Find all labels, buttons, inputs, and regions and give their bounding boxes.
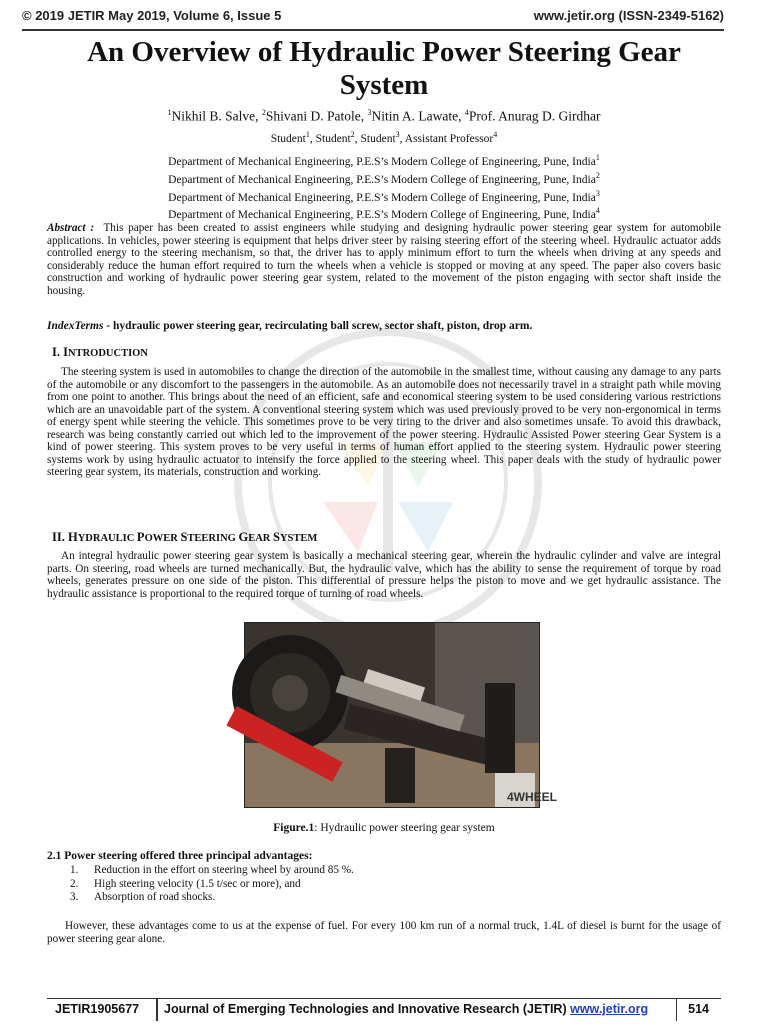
author-1-sup: 1: [167, 108, 172, 117]
page-header: [22, 8, 724, 28]
index-terms-label: IndexTerms: [47, 320, 104, 332]
author-3-sup: 3: [367, 108, 372, 117]
heading-part: P: [136, 530, 145, 544]
journal-link[interactable]: www.jetir.org: [570, 1002, 649, 1016]
affiliation-2: [40, 169, 728, 187]
heading-part: S: [273, 530, 280, 544]
journal-name-text: Journal of Emerging Technologies and Innovative Research (JETIR): [164, 1002, 571, 1016]
role-2: Student: [315, 132, 351, 145]
author-4: Prof. Anurag D. Girdhar: [468, 108, 601, 124]
page-number: 514: [688, 1002, 709, 1016]
author-roles: [40, 130, 728, 145]
role-3: Student: [360, 132, 396, 145]
article-id: JETIR1905677: [55, 1002, 140, 1016]
list-text: High steering velocity (1.5 t/sec or more), and: [94, 877, 301, 890]
affiliation-sup: 4: [595, 206, 600, 216]
role-4: Assistant Professor: [404, 132, 494, 145]
role-1: Student: [270, 132, 306, 145]
figure-caption-text: : Hydraulic power steering gear system: [314, 822, 495, 834]
section-1-heading: [52, 345, 148, 360]
list-item: [70, 864, 354, 878]
subsection-2-1-heading: 2.1 Power steering offered three principal advantages:: [47, 850, 313, 862]
affiliation-text: Department of Mechanical Engineering, P.E.S’s Modern College of Engineering, Pune, India: [168, 155, 596, 168]
list-number: 1.: [70, 864, 79, 876]
role-sep: ,: [309, 132, 316, 145]
role-sep: ,: [399, 132, 405, 145]
author-1: Nikhil B. Salve,: [171, 108, 262, 124]
heading-part: YSTEM: [279, 533, 318, 544]
affiliation-sup: 1: [595, 153, 600, 162]
heading-part: II. H: [52, 530, 78, 544]
author-list: [40, 108, 728, 125]
figure-1-image: [244, 622, 558, 808]
affiliations: [40, 151, 728, 222]
heading-part: TEERING: [187, 533, 239, 544]
heading-part: EAR: [248, 533, 273, 544]
header-citation: © 2019 JETIR May 2019, Volume 6, Issue 5: [22, 8, 282, 23]
list-number: 3.: [70, 891, 79, 903]
abstract-label: Abstract :: [47, 222, 95, 234]
role-4-sup: 4: [493, 130, 498, 139]
affiliation-3: [40, 187, 728, 205]
page-footer: [47, 998, 721, 1021]
section-2-heading: [52, 530, 317, 545]
figure-watermark: 4WHEEL: [507, 790, 558, 804]
advantages-list: [70, 864, 354, 905]
author-4-sup: 4: [464, 108, 469, 117]
heading-part: S: [180, 530, 188, 544]
role-2-sup: 2: [350, 130, 355, 139]
paper-title: An Overview of Hydraulic Power Steering Gear System: [87, 36, 681, 101]
index-terms-text: - hydraulic power steering gear, recirculating ball screw, sector shaft, piston, drop arm.: [103, 320, 533, 332]
author-2: Shivani D. Patole,: [265, 108, 368, 124]
list-text: Absorption of road shocks.: [94, 891, 216, 903]
index-terms: [47, 320, 721, 332]
affiliation-text: Department of Mechanical Engineering, P.E.S’s Modern College of Engineering, Pune, India: [168, 173, 596, 186]
role-1-sup: 1: [305, 130, 310, 139]
role-sep: ,: [354, 132, 361, 145]
list-number: 2.: [70, 877, 79, 890]
journal-name: [164, 1002, 648, 1016]
figure-label: Figure.1: [273, 822, 315, 834]
heading-part: YDRAULIC: [77, 533, 137, 544]
footer-divider: [156, 999, 158, 1021]
header-site[interactable]: www.jetir.org (ISSN-2349-5162): [533, 8, 724, 23]
affiliation-sup: 3: [595, 188, 600, 198]
affiliation-1: [40, 151, 728, 169]
affiliation-4: [40, 204, 728, 222]
abstract: [47, 222, 721, 297]
affiliation-text: Department of Mechanical Engineering, P.E.S’s Modern College of Engineering, Pune, India: [168, 191, 596, 204]
affiliation-sup: 2: [595, 170, 600, 180]
section-1-title: NTRODUCTION: [67, 348, 148, 359]
header-rule: [22, 29, 724, 31]
section-1-num: I. I: [52, 345, 68, 359]
list-text: Reduction in the effort on steering wheel by around 85 %.: [94, 864, 354, 876]
role-3-sup: 3: [395, 130, 400, 139]
abstract-text: This paper has been created to assist engineers while studying and designing hydraulic power steering gear system for automobile applications. In vehicles, power steering is equipment that helps driver steer by raising steering effort of the steering wheel. Hydraulic actuator adds controlled energy to the steering mechanism, so that, the driver has to apply minimum effort to turn the wheels when driving at any speeds and considerably reduce the human effort required to turn the wheels when a vehicle is stopped or moving at any speed. The paper also covers basic construction and working of hydraulic power steering gear system, related to the movement of the piston engaging with sector shaft inside the housing.: [47, 222, 721, 297]
closing-paragraph: However, these advantages come to us at the expense of fuel. For every 100 km run of a normal truck, 1.4L of diesel is burnt for the usage of power steering gear alone.: [47, 920, 721, 945]
affiliation-text: Department of Mechanical Engineering, P.E.S’s Modern College of Engineering, Pune, India: [168, 209, 596, 222]
list-item: [70, 891, 354, 905]
list-item: [70, 878, 354, 892]
footer-divider: [676, 999, 678, 1021]
section-2-body: An integral hydraulic power steering gear system is basically a mechanical steering gear, wherein the hydraulic cylinder and valve are integral parts. On steering, road wheels are turned mechanically. But, the hydraulic valve, which has the ability to sense the requirement of torque by road wheels, generates pressure on one side of the piston. This differential of pressure helps the piston to move and we get hydraulic assistance. The hydraulic assistance is proportional to the required torque of turning of road wheels.: [47, 550, 721, 600]
figure-1-caption: [0, 822, 768, 834]
heading-part: OWER: [144, 533, 181, 544]
figure-1-illustration: [245, 623, 558, 807]
author-3: Nitin A. Lawate,: [371, 108, 465, 124]
author-2-sup: 2: [261, 108, 266, 117]
heading-part: G: [238, 530, 249, 544]
section-1-body: The steering system is used in automobiles to change the direction of the automobile in the smallest time, without causing any damage to any parts of the automobile or any discomfort to the passengers in the automobile. As an automobile does not necessarily travel in a straight path while moving from one point to another. This brings about the need of an efficient, safe and economical steering system to be used considering various restrictions which are an unavoidable part of the system. A conventional steering system which was used previously proved to be very non-ergonomical in terms of energy spent while steering the vehicle. This sometimes prove to be very tiring to the driver and also sometimes unsafe. To avoid this drawback, research was being constantly carried out which led to the improvement of the power steering. Hydraulic Assisted Power steering Gear System is a kind of power steering. This system proves to be very useful in terms of human effort applied to the steering system. Hydraulic power steering systems work by using hydraulic actuator to intensify the force applied to the steering wheel. This paper deals with the study of hydraulic power steering gear system, its materials, construction and working.: [47, 366, 721, 478]
